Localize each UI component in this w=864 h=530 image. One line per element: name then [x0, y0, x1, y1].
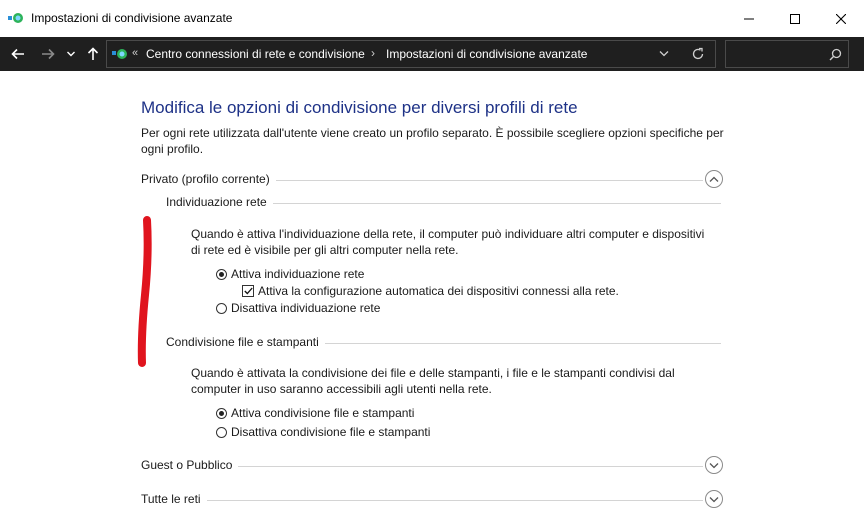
section-divider: [141, 500, 703, 501]
network-discovery-off-label[interactable]: Disattiva individuazione rete: [231, 301, 381, 315]
chevron-down-icon: [67, 51, 75, 57]
chevron-down-icon: [709, 462, 719, 469]
checkmark-icon: [244, 287, 253, 295]
arrow-up-icon: [87, 47, 99, 61]
profile-label-private[interactable]: Privato (profilo corrente): [141, 172, 276, 186]
breadcrumb-separator[interactable]: ›: [371, 46, 375, 60]
chevron-up-icon: [709, 176, 719, 183]
file-sharing-on-label[interactable]: Attiva condivisione file e stampanti: [231, 406, 415, 420]
maximize-icon: [790, 14, 800, 24]
profile-header-private[interactable]: [141, 170, 723, 190]
file-sharing-description: Quando è attivata la condivisione dei file e delle stampanti, i file e le stampanti condivisi dal computer in uso saranno accessibili agli utenti nella rete.: [191, 366, 675, 396]
network-discovery-on-option[interactable]: [216, 266, 364, 282]
intro-text: Per ogni rete utilizzata dall'utente viene creato un profilo separato. È possibile scegliere opzioni specifiche per ogni profilo.: [141, 126, 724, 156]
address-dropdown-icon[interactable]: [659, 50, 669, 57]
file-sharing-title: Condivisione file e stampanti: [166, 335, 325, 349]
arrow-left-icon: [11, 48, 25, 60]
close-button[interactable]: [818, 0, 864, 37]
navigation-bar: [0, 37, 864, 71]
collapse-private-button[interactable]: [705, 170, 723, 188]
expand-all-button[interactable]: [705, 490, 723, 508]
network-discovery-header: [166, 195, 721, 211]
auto-config-option[interactable]: [242, 283, 619, 299]
file-sharing-on-option[interactable]: [216, 405, 414, 421]
auto-config-label[interactable]: Attiva la configurazione automatica dei dispositivi connessi alla rete.: [258, 284, 619, 298]
file-sharing-off-option[interactable]: [216, 424, 430, 440]
address-bar[interactable]: [106, 40, 716, 68]
search-box[interactable]: [725, 40, 849, 68]
minimize-icon: [744, 14, 754, 24]
network-location-icon: [112, 47, 128, 61]
search-icon: [829, 48, 842, 61]
breadcrumb-advanced-sharing[interactable]: Impostazioni di condivisione avanzate: [386, 47, 588, 61]
profile-label-guest[interactable]: Guest o Pubblico: [141, 458, 238, 472]
minimize-button[interactable]: [726, 0, 772, 37]
radio-selected[interactable]: [216, 269, 227, 280]
refresh-icon[interactable]: [691, 47, 705, 61]
recent-locations-button[interactable]: [62, 43, 80, 65]
maximize-button[interactable]: [772, 0, 818, 37]
chevron-down-icon: [709, 496, 719, 503]
network-discovery-off-option[interactable]: [216, 300, 380, 316]
radio-unselected[interactable]: [216, 427, 227, 438]
forward-button[interactable]: [37, 43, 59, 65]
network-discovery-on-label[interactable]: Attiva individuazione rete: [231, 267, 365, 281]
arrow-right-icon: [41, 48, 55, 60]
network-discovery-description: Quando è attiva l'individuazione della rete, il computer può individuare altri computer e dispositivi di rete ed è visibile per gli altri computer nella rete.: [191, 227, 705, 257]
auto-config-checkbox[interactable]: [242, 285, 254, 297]
profile-header-all[interactable]: [141, 490, 723, 510]
red-annotation-mark: [132, 215, 156, 375]
file-sharing-header: [166, 335, 721, 351]
up-button[interactable]: [82, 43, 104, 65]
window-title: Impostazioni di condivisione avanzate: [31, 11, 233, 25]
file-sharing-off-label[interactable]: Disattiva condivisione file e stampanti: [231, 425, 431, 439]
expand-guest-button[interactable]: [705, 456, 723, 474]
overflow-chevron[interactable]: «: [132, 47, 139, 59]
breadcrumb-network-center[interactable]: Centro connessioni di rete e condivisione: [146, 47, 365, 61]
network-discovery-title: Individuazione rete: [166, 195, 273, 209]
radio-unselected[interactable]: [216, 303, 227, 314]
profile-header-guest[interactable]: [141, 456, 723, 476]
profile-label-all[interactable]: Tutte le reti: [141, 492, 207, 506]
radio-selected[interactable]: [216, 408, 227, 419]
title-bar: [0, 0, 864, 38]
back-button[interactable]: [7, 43, 29, 65]
close-icon: [836, 14, 846, 24]
network-sharing-icon: [7, 11, 25, 27]
page-title: Modifica le opzioni di condivisione per diversi profili di rete: [141, 98, 578, 117]
